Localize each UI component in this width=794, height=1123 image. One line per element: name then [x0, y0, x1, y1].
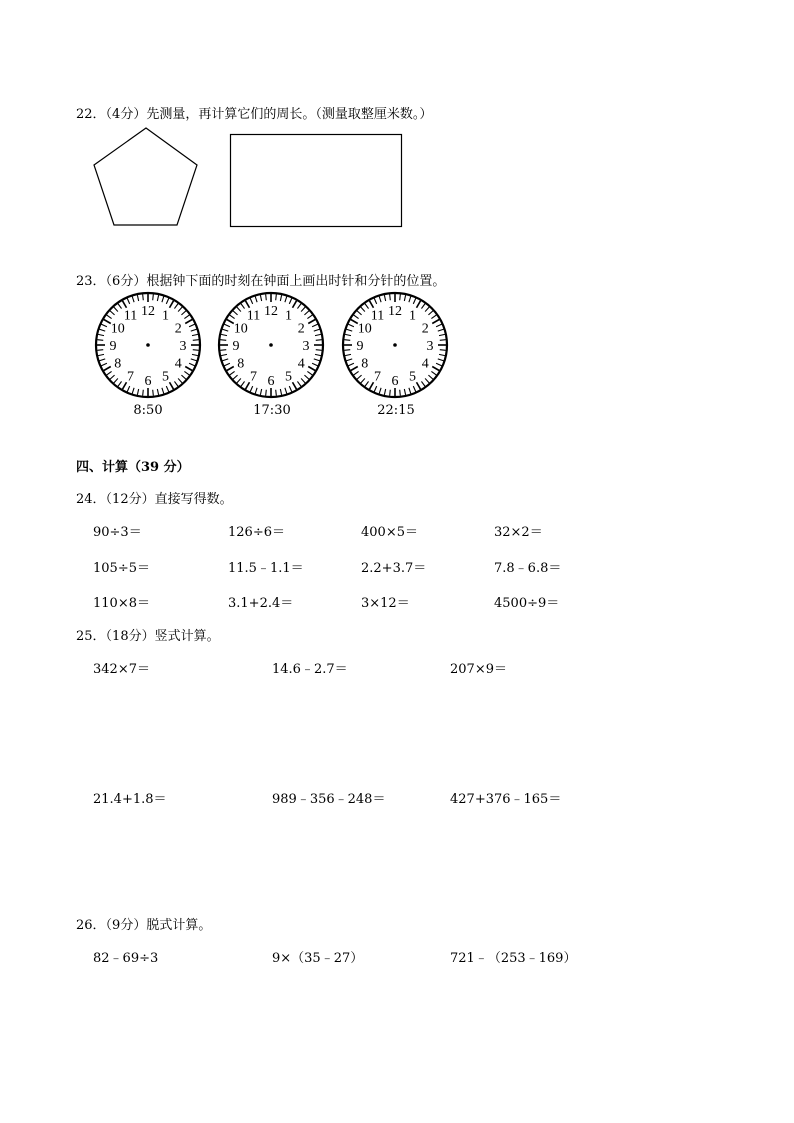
clock-number: 4 [421, 356, 429, 372]
clock-tick [293, 301, 297, 308]
clock-tick [237, 378, 241, 382]
clock-tick [137, 295, 138, 301]
clock-tick [98, 334, 104, 335]
clock-tick [184, 371, 189, 375]
clock-tick [137, 389, 138, 395]
clock-tick [181, 311, 185, 315]
q25-expr: 14.6﹣2.7＝ [272, 662, 348, 677]
clock-tick [285, 388, 287, 394]
clock-tick [99, 359, 105, 361]
clock-tick [409, 388, 411, 394]
clock-tick [224, 363, 229, 365]
clock-tick [365, 304, 369, 309]
clock-tick [222, 329, 228, 331]
clock-tick [255, 296, 257, 302]
section-title: 四、计算（39 分） [76, 460, 190, 475]
clock-tick [233, 375, 237, 379]
clock-tick [431, 371, 436, 375]
clock-number: 11 [246, 308, 261, 324]
clock-tick [127, 386, 129, 391]
clock-tick [301, 307, 305, 311]
clock-tick [344, 350, 350, 351]
clock-number: 1 [162, 308, 169, 324]
q25-expr: 207×9＝ [450, 662, 507, 677]
clock-center-dot [146, 343, 150, 347]
clock-number: 9 [356, 339, 364, 354]
clock-tick [425, 378, 429, 382]
clock-tick [166, 298, 168, 303]
q26-expr: 9×（35﹣27） [272, 951, 364, 966]
clock-tick [425, 307, 429, 311]
clock-number: 7 [374, 369, 381, 385]
clock-tick [346, 329, 352, 331]
clock-tick [260, 389, 261, 395]
clock-number: 9 [232, 339, 240, 354]
clock-tick [345, 334, 351, 335]
clock-number: 1 [285, 308, 292, 324]
rectangle-figure [230, 134, 403, 228]
clock-tick [174, 381, 178, 386]
clock-tick [390, 294, 391, 300]
clock-tick [104, 367, 111, 371]
clock-tick [233, 311, 237, 315]
clock-number: 12 [141, 304, 155, 319]
clock-number: 3 [179, 339, 187, 354]
clock-tick [118, 304, 122, 309]
clock-tick [97, 340, 103, 341]
q24-expr: 126÷6＝ [228, 525, 285, 540]
q25-expr: 342×7＝ [93, 662, 150, 677]
clock-tick [192, 354, 198, 355]
clock-number: 1 [409, 308, 416, 324]
q24-expr: 3×12＝ [361, 596, 410, 611]
clock-number: 2 [421, 321, 429, 337]
clock-tick [170, 382, 174, 389]
clock-tick [315, 334, 321, 335]
clock-tick [276, 294, 277, 300]
clock-tick [174, 304, 178, 309]
clock-number: 4 [174, 356, 182, 372]
q24-expr: 2.2+3.7＝ [361, 561, 427, 576]
clock-tick [370, 301, 374, 308]
clock-tick [189, 363, 194, 365]
clock-tick [400, 294, 401, 300]
clock-tick [98, 354, 104, 355]
clock-tick [220, 340, 226, 341]
clock-tick [230, 371, 235, 375]
clock-tick [123, 301, 127, 308]
clock-tick [404, 389, 405, 395]
clock-tick [280, 295, 281, 301]
clock-tick [357, 375, 361, 379]
clock-tick [276, 390, 277, 396]
clock-tick [166, 386, 168, 391]
q24-expr: 110×8＝ [93, 596, 150, 611]
clock-face-1 [92, 289, 204, 401]
clock-tick [153, 294, 154, 300]
q26-title: 26．（9分）脱式计算。 [76, 918, 212, 933]
clock-tick [289, 298, 291, 303]
clock-tick [301, 378, 305, 382]
clock-tick [384, 295, 385, 301]
clock-number: 3 [302, 339, 310, 354]
clock-number: 10 [110, 321, 125, 337]
clock-tick [297, 381, 301, 386]
clock-number: 7 [127, 369, 134, 385]
clock-number: 2 [297, 321, 305, 337]
clock-number: 6 [144, 374, 152, 389]
clock-tick [185, 320, 192, 324]
clock-tick [439, 354, 445, 355]
clock-number: 10 [357, 321, 372, 337]
clock-tick [222, 359, 228, 361]
q24-expr: 3.1+2.4＝ [228, 596, 294, 611]
clock-tick [379, 388, 381, 394]
clock-tick [193, 340, 199, 341]
clock-tick [312, 324, 317, 326]
q24-expr: 4500÷9＝ [494, 596, 560, 611]
clock-tick [289, 386, 291, 391]
clock-tick [308, 367, 315, 371]
clock-tick [132, 296, 134, 302]
clock-tick [101, 324, 106, 326]
clock-tick [304, 375, 308, 379]
clock-tick [413, 386, 415, 391]
clock-tick [237, 307, 241, 311]
clock-tick [246, 382, 250, 389]
clock-tick [107, 315, 112, 319]
clock-tick [436, 324, 441, 326]
clock-tick [250, 386, 252, 391]
clock-time-3: 22:15 [377, 403, 415, 418]
clock-tick [384, 389, 385, 395]
clock-number: 11 [123, 308, 138, 324]
q25-title: 25．（18分）竖式计算。 [76, 629, 220, 644]
clock-tick [114, 307, 118, 311]
q25-expr: 21.4+1.8＝ [93, 792, 167, 807]
clock-number: 6 [267, 374, 275, 389]
clock-tick [307, 315, 312, 319]
q25-expr: 989﹣356﹣248＝ [272, 792, 386, 807]
clock-number: 10 [233, 321, 248, 337]
clock-tick [438, 329, 444, 331]
clock-tick [280, 389, 281, 395]
clock-tick [220, 350, 226, 351]
clock-tick [110, 311, 114, 315]
clock-tick [404, 295, 405, 301]
clock-tick [123, 382, 127, 389]
clock-tick [260, 295, 261, 301]
clock-tick [153, 390, 154, 396]
clock-tick [127, 298, 129, 303]
clock-number: 8 [237, 356, 245, 372]
clock-number: 8 [361, 356, 369, 372]
q22-title: 22．（4分）先测量，再计算它们的周长。（测量取整厘米数。） [76, 107, 433, 122]
q23-title: 23．（6分）根据钟下面的时刻在钟面上画出时针和分针的位置。 [76, 274, 446, 289]
clock-tick [440, 340, 446, 341]
clock-tick [428, 311, 432, 315]
clock-tick [230, 315, 235, 319]
clock-tick [157, 295, 158, 301]
clock-tick [110, 375, 114, 379]
clock-number: 5 [162, 369, 169, 385]
clock-tick [348, 363, 353, 365]
clock-number: 2 [174, 321, 182, 337]
clock-tick [227, 367, 234, 371]
clock-tick [421, 381, 425, 386]
clock-face-3 [339, 289, 451, 401]
clock-tick [285, 296, 287, 302]
clock-tick [312, 363, 317, 365]
clock-tick [308, 320, 315, 324]
clock-tick [409, 296, 411, 302]
clock-tick [193, 350, 199, 351]
clock-number: 5 [409, 369, 416, 385]
clock-center-dot [393, 343, 397, 347]
clock-tick [181, 375, 185, 379]
clock-tick [304, 311, 308, 315]
clock-tick [178, 307, 182, 311]
clock-time-1: 8:50 [133, 403, 163, 418]
clock-tick [266, 294, 267, 300]
clock-tick [221, 354, 227, 355]
clock-number: 3 [426, 339, 434, 354]
clock-tick [431, 315, 436, 319]
q24-expr: 90÷3＝ [93, 525, 142, 540]
clock-tick [432, 367, 439, 371]
q25-expr: 427+376﹣165＝ [450, 792, 562, 807]
clock-tick [316, 340, 322, 341]
clock-tick [400, 390, 401, 396]
q24-expr: 400×5＝ [361, 525, 418, 540]
q24-title: 24．（12分）直接写得数。 [76, 492, 233, 507]
clock-tick [354, 315, 359, 319]
clock-tick [293, 382, 297, 389]
clock-tick [370, 382, 374, 389]
clock-tick [241, 304, 245, 309]
clock-face-2 [215, 289, 327, 401]
q24-expr: 7.8﹣6.8＝ [494, 561, 562, 576]
clock-tick [191, 329, 197, 331]
clock-tick [316, 350, 322, 351]
clock-tick [348, 324, 353, 326]
clock-tick [438, 359, 444, 361]
clock-tick [255, 388, 257, 394]
clock-tick [439, 334, 445, 335]
clock-tick [354, 371, 359, 375]
clock-tick [246, 301, 250, 308]
clock-tick [361, 378, 365, 382]
clock-tick [162, 388, 164, 394]
q24-expr: 11.5﹣1.1＝ [228, 561, 304, 576]
clock-tick [241, 381, 245, 386]
clock-number: 9 [109, 339, 117, 354]
clock-number: 11 [370, 308, 385, 324]
clock-tick [192, 334, 198, 335]
clock-tick [191, 359, 197, 361]
clock-tick [266, 390, 267, 396]
pentagon-figure [92, 127, 200, 227]
clock-tick [436, 363, 441, 365]
q24-expr: 32×2＝ [494, 525, 543, 540]
clock-time-2: 17:30 [253, 403, 291, 418]
clock-tick [413, 298, 415, 303]
clock-tick [344, 340, 350, 341]
clock-tick [224, 324, 229, 326]
clock-tick [118, 381, 122, 386]
clock-tick [417, 382, 421, 389]
clock-tick [428, 375, 432, 379]
clock-tick [307, 371, 312, 375]
clock-number: 7 [250, 369, 257, 385]
clock-tick [345, 354, 351, 355]
clock-tick [421, 304, 425, 309]
q26-expr: 82﹣69÷3 [93, 951, 159, 966]
clock-number: 6 [391, 374, 399, 389]
clock-tick [365, 381, 369, 386]
clock-tick [351, 367, 358, 371]
clock-number: 5 [285, 369, 292, 385]
clock-number: 12 [264, 304, 278, 319]
clock-tick [314, 359, 320, 361]
clock-tick [157, 389, 158, 395]
clock-tick [99, 329, 105, 331]
clock-tick [97, 350, 103, 351]
clock-tick [346, 359, 352, 361]
clock-tick [379, 296, 381, 302]
clock-center-dot [269, 343, 273, 347]
clock-tick [162, 296, 164, 302]
clock-tick [101, 363, 106, 365]
q24-expr: 105÷5＝ [93, 561, 150, 576]
clock-tick [314, 329, 320, 331]
clock-tick [189, 324, 194, 326]
clock-number: 8 [114, 356, 122, 372]
clock-tick [221, 334, 227, 335]
clock-tick [132, 388, 134, 394]
clock-tick [250, 298, 252, 303]
clock-tick [315, 354, 321, 355]
clock-tick [107, 371, 112, 375]
clock-tick [297, 304, 301, 309]
clock-tick [374, 298, 376, 303]
clock-tick [114, 378, 118, 382]
clock-tick [417, 301, 421, 308]
clock-tick [143, 390, 144, 396]
clock-tick [357, 311, 361, 315]
clock-number: 12 [388, 304, 402, 319]
clock-number: 4 [297, 356, 305, 372]
clock-tick [432, 320, 439, 324]
clock-tick [178, 378, 182, 382]
clock-tick [390, 390, 391, 396]
clock-tick [185, 367, 192, 371]
clock-tick [170, 301, 174, 308]
q26-expr: 721﹣（253﹣169） [450, 951, 577, 966]
clock-tick [143, 294, 144, 300]
clock-tick [374, 386, 376, 391]
clock-tick [184, 315, 189, 319]
clock-tick [440, 350, 446, 351]
clock-tick [361, 307, 365, 311]
